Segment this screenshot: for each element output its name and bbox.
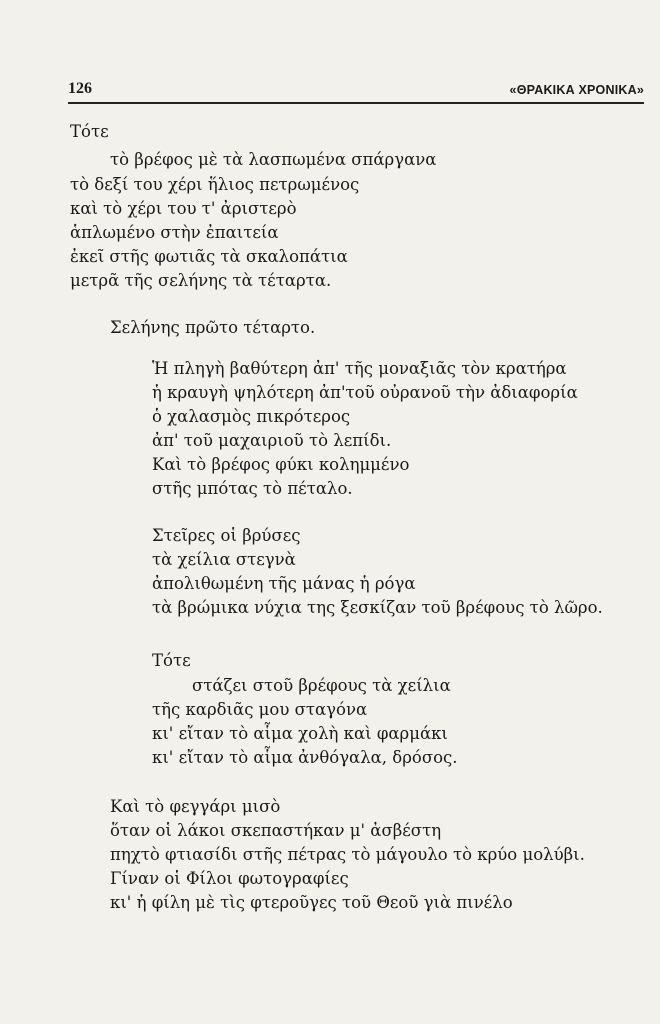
poem-line: Καὶ τὸ βρέφος φύκι κολημμένο <box>152 455 410 474</box>
poem-line: Ἡ πληγὴ βαθύτερη ἀπ' τῆς μοναξιᾶς τὸν κρατήρα <box>152 359 567 378</box>
poem-line: τὰ χείλια στεγνὰ <box>152 550 296 569</box>
page-number: 126 <box>68 80 92 97</box>
journal-title: «ΘΡΑΚΙΚΑ ΧΡΟΝΙΚΑ» <box>509 83 644 97</box>
poem-line: κι' εἴταν τὸ αἷμα χολὴ καὶ φαρμάκι <box>152 724 448 743</box>
poem-line: μετρᾶ τῆς σελήνης τὰ τέταρτα. <box>70 271 332 290</box>
poem-line: τὸ βρέφος μὲ τὰ λασπωμένα σπάργανα <box>110 150 437 169</box>
poem-line: ἀπ' τοῦ μαχαιριοῦ τὸ λεπίδι. <box>152 431 392 450</box>
poem-line: ἁπλωμένο στὴν ἐπαιτεία <box>70 223 279 242</box>
page-header <box>68 80 644 104</box>
poem-line: Καὶ τὸ φεγγάρι μισὸ <box>110 797 281 816</box>
poem-line: τὸ δεξί του χέρι ἥλιος πετρωμένος <box>70 175 360 194</box>
poem-line: κι' εἴταν τὸ αἷμα ἀνθόγαλα, δρόσος. <box>152 748 458 767</box>
poem-line: πηχτὸ φτιασίδι στῆς πέτρας τὸ μάγουλο τὸ κρύο μολύβι. <box>110 845 585 864</box>
poem-line: Τότε <box>152 651 191 670</box>
poem-line: κι' ἡ φίλη μὲ τὶς φτεροῦγες τοῦ Θεοῦ γιὰ πινέλο <box>110 893 513 912</box>
poem-line: Σελήνης πρῶτο τέταρτο. <box>110 318 316 337</box>
poem-line: Στεῖρες οἱ βρύσες <box>152 526 301 545</box>
poem-line: Γίναν οἱ Φίλοι φωτογραφίες <box>110 869 349 888</box>
poem-line: στῆς μπότας τὸ πέταλο. <box>152 479 353 498</box>
poem-line: καὶ τὸ χέρι του τ' ἀριστερὸ <box>70 199 297 218</box>
poem-line: τὰ βρώμικα νύχια της ξεσκίζαν τοῦ βρέφους τὸ λῶρο. <box>152 598 603 617</box>
poem-line: στάζει στοῦ βρέφους τὰ χείλια <box>192 676 451 695</box>
poem-line: τῆς καρδιᾶς μου σταγόνα <box>152 700 368 719</box>
poem-line: Τότε <box>70 122 109 141</box>
poem-line: ὁ χαλασμὸς πικρότερος <box>152 407 351 426</box>
poem-line: ἀπολιθωμένη τῆς μάνας ἡ ρόγα <box>152 574 416 593</box>
poem-line: ὅταν οἱ λάκοι σκεπαστήκαν μ' ἀσβέστη <box>110 821 442 840</box>
poem-line: ἐκεῖ στῆς φωτιᾶς τὰ σκαλοπάτια <box>70 247 348 266</box>
poem-line: ἡ κραυγὴ ψηλότερη ἀπ'τοῦ οὐρανοῦ τὴν ἀδιαφορία <box>152 383 578 402</box>
